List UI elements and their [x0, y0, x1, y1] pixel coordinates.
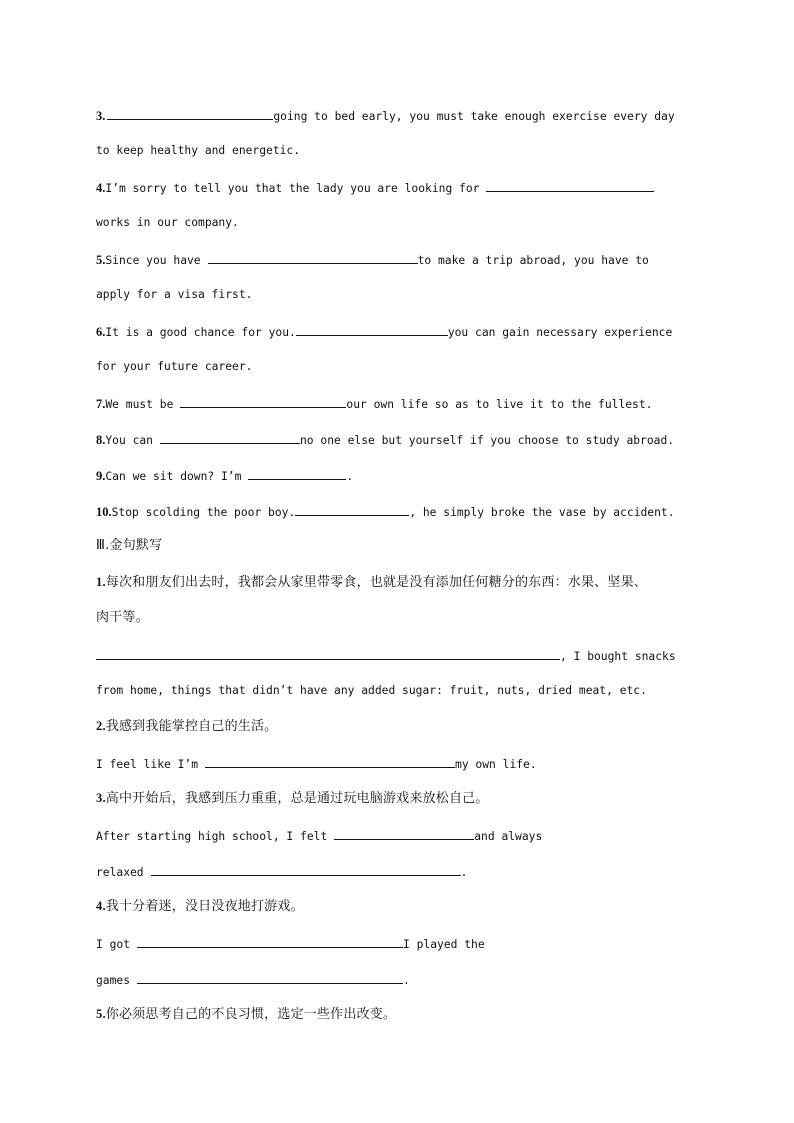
sentence-text: to make a trip abroad, you have to: [417, 254, 649, 267]
exercise-9-line1: [96, 467, 353, 485]
answer-blank[interactable]: [107, 107, 273, 120]
answer-blank[interactable]: [151, 863, 461, 876]
exercise-4-line1: [96, 179, 654, 197]
golden-1-en-line2: [96, 683, 647, 699]
sentence-text: You can: [105, 434, 153, 447]
sentence-text: .: [346, 470, 354, 483]
item-number: 6.: [96, 325, 106, 339]
golden-1-zh-line2: [96, 610, 149, 626]
exercise-5-line1: [96, 251, 649, 269]
golden-4-en-line2: [96, 971, 410, 989]
sentence-text: for your future career.: [96, 360, 253, 373]
sentence-text: After starting high school, I felt: [96, 830, 328, 843]
item-number: 9.: [96, 469, 106, 483]
sentence-text: .: [403, 974, 410, 987]
chinese-sentence: 肉干等。: [96, 610, 149, 625]
section-title: Ⅲ.金句默写: [96, 538, 163, 553]
sentence-text: It is a good chance for you.: [105, 326, 296, 339]
golden-4-zh: [96, 898, 304, 915]
item-number: 4.: [96, 181, 106, 195]
golden-2-en: [96, 755, 537, 773]
item-number: 1.: [96, 575, 106, 589]
answer-blank[interactable]: [248, 467, 346, 480]
exercise-3-line1: [96, 107, 675, 125]
sentence-text: you can gain necessary experience: [447, 326, 673, 339]
sentence-text: I played the: [403, 938, 485, 951]
sentence-text: works in our company.: [96, 216, 239, 229]
answer-blank[interactable]: [180, 395, 346, 408]
sentence-text: Can we sit down? I’m: [105, 470, 242, 483]
golden-1-en-line1: [96, 647, 676, 665]
answer-blank[interactable]: [160, 431, 300, 444]
item-number: 3.: [96, 791, 106, 805]
answer-blank[interactable]: [486, 179, 654, 192]
sentence-text: apply for a visa first.: [96, 288, 253, 301]
sentence-text: our own life so as to live it to the fullest.: [346, 398, 653, 411]
item-number: 10.: [96, 505, 112, 519]
sentence-text: , I bought snacks: [560, 650, 676, 663]
exercise-6-line1: [96, 323, 672, 341]
sentence-text: my own life.: [455, 758, 537, 771]
exercise-10-line1: [96, 503, 675, 521]
answer-blank[interactable]: [296, 323, 448, 336]
exercise-4-line2: [96, 215, 239, 231]
sentence-text: and always: [474, 830, 543, 843]
chinese-sentence: 我感到我能掌控自己的生活。: [105, 719, 278, 734]
sentence-text: Since you have: [105, 254, 201, 267]
exercise-6-line2: [96, 359, 252, 375]
answer-blank[interactable]: [295, 503, 409, 516]
sentence-text: games: [96, 974, 131, 987]
sentence-text: I got: [96, 938, 131, 951]
sentence-text: .: [460, 866, 468, 879]
golden-3-zh: [96, 790, 489, 807]
item-number: 5.: [96, 1007, 106, 1021]
sentence-text: from home, things that didn’t have any added sugar: fruit, nuts, dried meat, etc.: [96, 684, 647, 697]
golden-1-zh-line1: [96, 574, 647, 591]
sentence-text: to keep healthy and energetic.: [96, 144, 301, 157]
item-number: 3.: [96, 109, 106, 123]
golden-3-en-line1: [96, 827, 542, 845]
answer-blank[interactable]: [137, 935, 403, 948]
chinese-sentence: 你必须思考自己的不良习惯，选定一些作出改变。: [105, 1007, 397, 1022]
golden-5-zh: [96, 1006, 396, 1023]
item-number: 8.: [96, 433, 106, 447]
sentence-text: no one else but yourself if you choose to study abroad.: [299, 434, 675, 447]
exercise-8-line1: [96, 431, 674, 449]
exercise-3-line2: [96, 143, 300, 159]
sentence-text: going to bed early, you must take enough exercise every day: [273, 110, 675, 123]
sentence-text: Stop scolding the poor boy.: [111, 506, 296, 519]
sentence-text: I’m sorry to tell you that the lady you are looking for: [105, 182, 480, 195]
sentence-text: , he simply broke the vase by accident.: [409, 506, 675, 519]
chinese-sentence: 高中开始后，我感到压力重重，总是通过玩电脑游戏来放松自己。: [105, 791, 489, 806]
exercise-5-line2: [96, 287, 252, 303]
item-number: 5.: [96, 253, 106, 267]
answer-blank[interactable]: [137, 971, 403, 984]
answer-blank[interactable]: [334, 827, 474, 840]
answer-blank[interactable]: [208, 251, 418, 264]
item-number: 4.: [96, 899, 106, 913]
item-number: 2.: [96, 719, 106, 733]
sentence-text: We must be: [105, 398, 174, 411]
sentence-text: relaxed: [96, 866, 144, 879]
answer-blank[interactable]: [96, 647, 560, 660]
exercise-7-line1: [96, 395, 652, 413]
answer-blank[interactable]: [205, 755, 455, 768]
item-number: 7.: [96, 397, 106, 411]
sentence-text: I feel like I’m: [96, 758, 199, 771]
golden-4-en-line1: [96, 935, 485, 953]
golden-2-zh: [96, 718, 277, 735]
golden-3-en-line2: [96, 863, 467, 881]
chinese-sentence: 我十分着迷，没日没夜地打游戏。: [105, 899, 304, 914]
chinese-sentence: 每次和朋友们出去时，我都会从家里带零食，也就是没有添加任何糖分的东西：水果、坚果、: [105, 575, 647, 590]
